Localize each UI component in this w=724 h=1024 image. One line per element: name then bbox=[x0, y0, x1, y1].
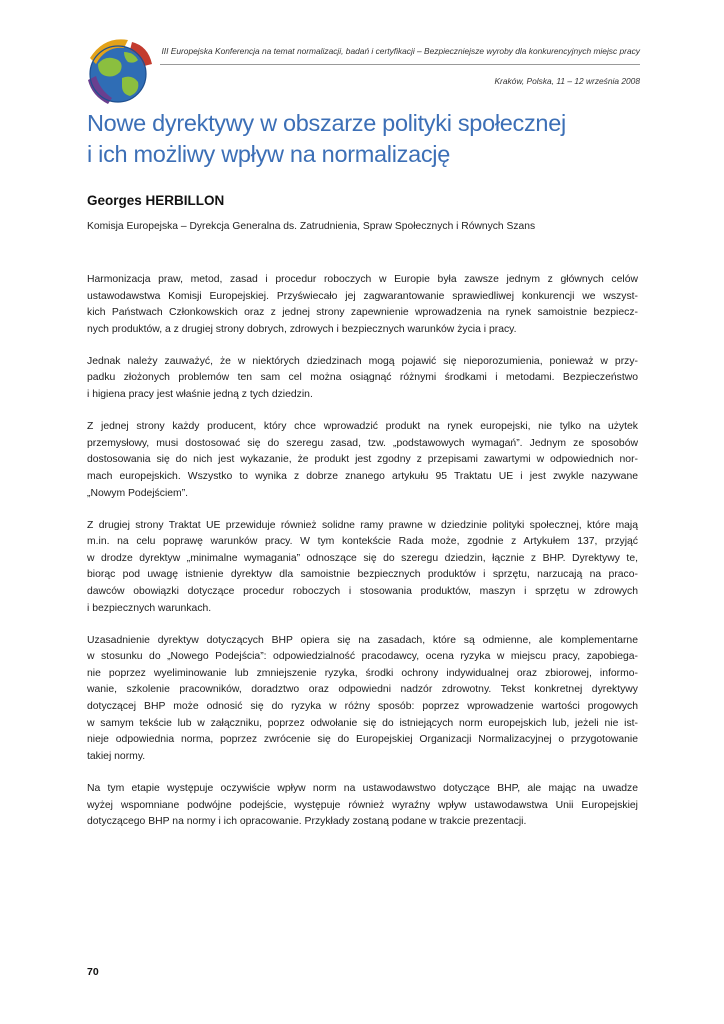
body-paragraph bbox=[87, 633, 638, 766]
paragraph-line: m.in. na celu poprawę warunków pracy. W tym kontekście Rada może, zgodnie z Artykułem 137, przyjąć bbox=[87, 536, 638, 548]
body-paragraph bbox=[87, 781, 638, 831]
article-body bbox=[87, 272, 638, 846]
paragraph-line: wyżej wspomniane podwójne podejście, występuje również wyraźny wpływ ustawodawstwa Unii Europejskiej bbox=[87, 799, 638, 811]
paragraph-line: Jednak należy zauważyć, że w niektórych dziedzinach mogą pojawić się nieporozumienia, ponieważ w przy- bbox=[87, 355, 638, 367]
body-paragraph bbox=[87, 354, 638, 404]
article-title-line-1: Nowe dyrektywy w obszarze polityki społecznej bbox=[87, 110, 566, 136]
paragraph-line: dotyczącego BHP na normy i ich opracowanie. Przykłady zostaną podane w trakcie prezentacji. bbox=[87, 816, 527, 828]
paragraph-line: dawców obowiązki dotyczące procedur roboczych i stosowania produktów, maszyn i sprzętu w zdrowych bbox=[87, 586, 638, 597]
paragraph-line: w stosunku do „Nowego Podejścia”: odpowiedzialność pracodawcy, ocena ryzyka w miejscu pracy, zapobiega- bbox=[87, 651, 638, 663]
paragraph-line: biorąc pod uwagę istnienie dyrektyw dla samoistnie bezpiecznych produktów i sprzętu, narzucają na praco- bbox=[87, 569, 638, 581]
header-divider bbox=[160, 64, 640, 65]
body-paragraph bbox=[87, 419, 638, 502]
paragraph-line: ustawodawstwa Komisji Europejskiej. Przyświecało jej zagwarantowanie sprawiedliwej konkurencji we wszyst- bbox=[87, 290, 638, 302]
paragraph-line: Uzasadnienie dyrektyw dotyczących BHP opiera się na zasadach, które są odmienne, ale komplementarne bbox=[87, 634, 638, 646]
paragraph-line: i higiena pracy jest właśnie jedną z tych dziedzin. bbox=[87, 389, 313, 401]
paragraph-line: mach europejskich. Wszystko to wynika z dobrze znanego artykułu 95 Traktatu UE i jest zwykle nazywane bbox=[87, 470, 638, 482]
paragraph-line: nieje odpowiednia norma, poprzez zwrócenie się do Europejskiej Organizacji Normalizacyjnej o przygotowanie bbox=[87, 734, 638, 746]
paragraph-line: Z jednej strony każdy producent, który chce wprowadzić produkt na rynek europejski, nie tylko na użytek bbox=[87, 421, 638, 433]
body-paragraph bbox=[87, 272, 638, 338]
paragraph-line: i bezpiecznych warunkach. bbox=[87, 602, 212, 614]
paragraph-line: wanie, szkolenie pracowników, doradztwo oraz odpowiedni nadzór zdrowotny. Tekst konkretnej dyrektywy bbox=[87, 684, 638, 696]
globe-logo-icon bbox=[84, 34, 156, 106]
paragraph-line: Na tym etapie występuje oczywiście wpływ norm na ustawodawstwo dotyczące BHP, ale mając na uwadze bbox=[87, 782, 638, 794]
paragraph-line: dostosowania się do nich jest wykazanie, że produkt jest zgodny z przepisami zawartymi w odpowiednich nor- bbox=[87, 454, 638, 466]
paragraph-line: nie poprzez wyeliminowanie lub zmniejszenie ryzyka, środki ochrony indywidualnej oraz zbiorowej, informo- bbox=[87, 667, 638, 679]
paragraph-line: nych produktów, a z drugiej strony dobrych, zdrowych i bezpiecznych warunków życia i pracy. bbox=[87, 323, 517, 335]
conference-header: III Europejska Konferencja na temat normalizacji, badań i certyfikacji – Bezpieczniejsze wyroby dla konkurencyjnych miejsc pracy bbox=[161, 46, 640, 56]
conference-place-date: Kraków, Polska, 11 – 12 września 2008 bbox=[494, 76, 640, 86]
paragraph-line: „Nowym Podejściem”. bbox=[87, 487, 189, 499]
author-name: Georges HERBILLON bbox=[87, 193, 225, 208]
conference-logo bbox=[84, 34, 156, 106]
paragraph-line: padku złożonych problemów ten sam cel można osiągnąć różnymi środkami i metodami. Bezpieczeństwo bbox=[87, 372, 638, 384]
paragraph-line: przemysłowy, musi dostosować się do szeregu zasad, tzw. „podstawowych wymagań”. Jednym ze sposobów bbox=[87, 437, 638, 449]
paragraph-line: Z drugiej strony Traktat UE przewiduje również solidne ramy prawne w dziedzinie polityki społecznej, które mają bbox=[87, 519, 638, 531]
paragraph-line: takiej normy. bbox=[87, 750, 146, 762]
paragraph-line: w drodze dyrektyw „minimalne wymagania” odnoszące się do szeregu dziedzin, łącznie z BHP. Dyrektywy te, bbox=[87, 552, 638, 564]
author-affiliation: Komisja Europejska – Dyrekcja Generalna ds. Zatrudnienia, Spraw Społecznych i Równych Szans bbox=[87, 221, 536, 232]
paragraph-line: dotyczącej BHP może odnosić się do ryzyka w różny sposób: poprzez wprowadzenie wartości progowych bbox=[87, 701, 638, 713]
paragraph-line: w samym tekście lub w załączniku, poprzez odwołanie się do istniejących norm europejskich lub, jeżeli nie ist- bbox=[87, 717, 638, 729]
article-title bbox=[87, 108, 647, 170]
paragraph-line: Harmonizacja praw, metod, zasad i procedur roboczych w Europie była zawsze jednym z głównych celów bbox=[87, 274, 638, 285]
body-paragraph bbox=[87, 518, 638, 618]
paragraph-line: kich Państwach Członkowskich oraz z jednej strony zapewnienie wprowadzenia na rynek samoistnie bezpiecz- bbox=[87, 307, 638, 319]
page-number: 70 bbox=[87, 966, 99, 978]
article-title-line-2: i ich możliwy wpływ na normalizację bbox=[87, 141, 450, 167]
